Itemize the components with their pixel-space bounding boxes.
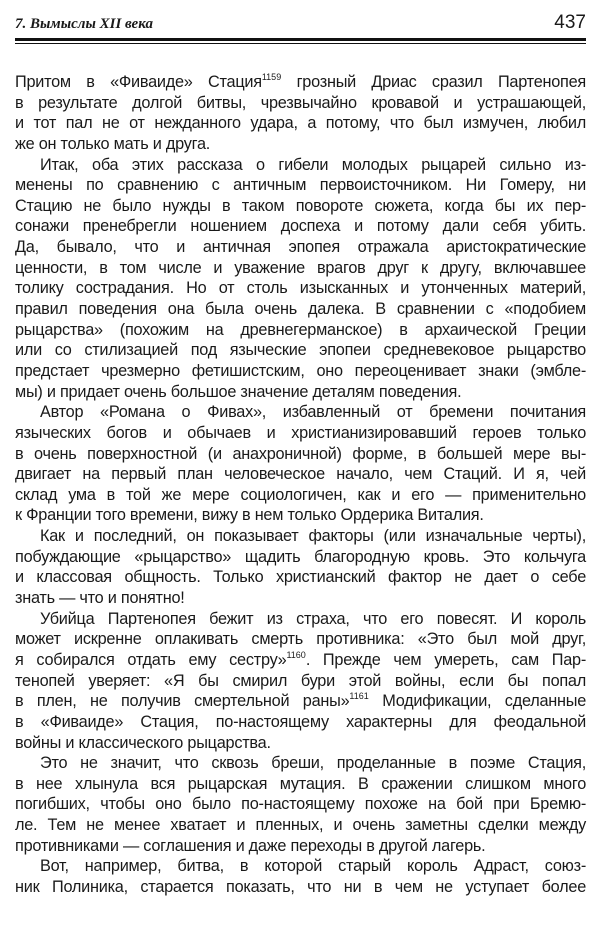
line-text-after: грозный Дриас сразил Партенопея xyxy=(281,73,586,91)
line-text: двигает на первый план человеческое начало, чем Стаций. И я, чей xyxy=(15,465,586,484)
line-text: в «Фиваиде» Стация, по-настоящему характерны для феодальной xyxy=(15,712,586,731)
text-line xyxy=(15,567,586,588)
line-text: я собирался отдать ему сестру» xyxy=(15,650,287,669)
line-text: же он только мать и друга. xyxy=(15,134,211,153)
line-text: ле. Тем не менее хватает и пленных, и очень заметны сделки между xyxy=(15,816,586,835)
text-line xyxy=(15,320,586,341)
text-line xyxy=(15,733,586,754)
line-text: противниками — соглашения и даже переходы в другой лагерь. xyxy=(15,836,486,855)
text-line xyxy=(15,588,586,609)
line-text: знать — что и понятно! xyxy=(15,589,185,608)
line-text: предстает чрезмерно фетишистским, оно переоценивает знаки (эмбле- xyxy=(15,361,586,380)
line-text: склад ума в той же мере социологичен, как и его — применительно xyxy=(15,485,586,504)
header-rule xyxy=(15,38,586,41)
text-line xyxy=(15,93,586,114)
line-text: войны и классического рыцарства. xyxy=(15,733,271,752)
line-text: ник Полиника, старается показать, что ни в чем не уступает более xyxy=(15,877,586,896)
text-line xyxy=(15,237,586,258)
line-text: менены по сравнению с античным первоисточником. Ни Гомеру, ни xyxy=(15,176,586,195)
text-line xyxy=(15,278,586,299)
text-line xyxy=(15,815,586,836)
body-text xyxy=(15,72,586,898)
line-text: рыцарства» (похожим на древнегерманское) в архаической Греции xyxy=(15,320,586,339)
line-text: может искренне оплакивать смерть противника: «Это был мой друг, xyxy=(15,630,586,649)
line-text: сонажи пренебрегли ношением доспеха и потому дали себя убить. xyxy=(15,217,586,236)
text-line xyxy=(15,691,586,712)
line-text: толику сострадания. Но от столь изысканных и утонченных материй, xyxy=(15,279,586,298)
footnote-ref: 1159 xyxy=(261,72,282,82)
text-line xyxy=(15,134,586,155)
line-text: в нее хлынула вся рыцарская мутация. В сражении слишком много xyxy=(15,774,586,793)
text-line xyxy=(15,464,586,485)
text-line xyxy=(15,382,586,403)
text-line xyxy=(15,340,586,361)
line-text: или со стилизацией под языческие эпопеи средневековое рыцарство xyxy=(15,341,586,360)
line-text: побуждающие «рыцарство» щадить благородную кровь. Это кольчуга xyxy=(15,547,586,566)
text-line xyxy=(15,836,586,857)
line-text-after: . Прежде чем умереть, сам Пар- xyxy=(305,650,587,669)
line-text: в результате долгой битвы, чрезвычайно кровавой и устрашающей, xyxy=(15,93,586,112)
line-text: Это не значит, что сквозь бреши, проделанные в поэме Стация, xyxy=(40,754,586,773)
running-header xyxy=(15,12,586,34)
text-line xyxy=(15,216,586,237)
text-line xyxy=(15,629,586,650)
footnote-ref: 1161 xyxy=(349,691,369,702)
text-line xyxy=(15,196,586,217)
line-text: Стацию не было нужды в таком повороте сюжета, когда бы их пер- xyxy=(15,196,586,215)
text-line xyxy=(15,258,586,279)
line-text: погибших, чтобы оно было по-настоящему похоже на бой при Бремю- xyxy=(15,795,586,814)
line-text: в очень поверхностной (и анахроничной) форме, в большей мере вы- xyxy=(15,444,586,463)
line-text: Убийца Партенопея бежит из страха, что его повесят. И король xyxy=(40,609,586,628)
text-line xyxy=(15,444,586,465)
text-line xyxy=(15,609,586,630)
page-number: 437 xyxy=(554,12,586,33)
text-line xyxy=(15,485,586,506)
text-line xyxy=(15,547,586,568)
line-text-after: Модификации, сделанные xyxy=(368,692,586,711)
text-line xyxy=(15,361,586,382)
text-line xyxy=(15,402,586,423)
line-text: Притом в «Фиваиде» Стация xyxy=(15,73,262,91)
line-text: ценности, в том числе и уважение врагов друг к другу, включавшее xyxy=(15,258,586,277)
line-text: и классовая общность. Только христианский фактор не дает о себе xyxy=(15,568,586,587)
text-line xyxy=(15,712,586,733)
line-text: и тот пал не от нежданного удара, а потому, что был измучен, любил xyxy=(15,114,586,133)
text-line xyxy=(15,175,586,196)
line-text: Итак, оба этих рассказа о гибели молодых рыцарей сильно из- xyxy=(40,155,586,174)
text-line xyxy=(15,856,586,877)
line-text: Автор «Романа о Фивах», избавленный от бремени почитания xyxy=(40,403,586,422)
line-text: мы) и придает очень большое значение деталям поведения. xyxy=(15,382,462,401)
text-line xyxy=(15,423,586,444)
line-text: в плен, не получив смертельной раны» xyxy=(15,692,350,711)
line-text: правил поведения она была очень далека. В сравнении с «подобием xyxy=(15,300,586,319)
text-line xyxy=(15,505,586,526)
text-line xyxy=(15,299,586,320)
text-line xyxy=(15,650,586,671)
footnote-ref: 1160 xyxy=(286,649,306,660)
text-line xyxy=(15,774,586,795)
text-line xyxy=(15,671,586,692)
text-line xyxy=(15,526,586,547)
line-text: тенопей уверяет: «Я бы смирил бури этой войны, если бы попал xyxy=(15,671,586,690)
running-title: 7. Вымыслы XII века xyxy=(15,16,153,32)
text-line xyxy=(15,877,586,898)
header-rule-thin xyxy=(15,43,586,44)
text-line xyxy=(15,794,586,815)
text-line xyxy=(15,72,586,93)
line-text: к Франции того времени, вижу в нем только Ордерика Виталия. xyxy=(15,506,484,525)
text-line xyxy=(15,753,586,774)
line-text: Вот, например, битва, в которой старый король Адраст, союз- xyxy=(40,857,586,876)
line-text: Как и последний, он показывает факторы (или изначальные черты), xyxy=(40,527,586,546)
text-line xyxy=(15,113,586,134)
text-line xyxy=(15,155,586,176)
line-text: языческих богов и обычаев и христианизировавший героев только xyxy=(15,423,586,442)
line-text: Да, бывало, что и античная эпопея отражала аристократические xyxy=(15,238,586,257)
